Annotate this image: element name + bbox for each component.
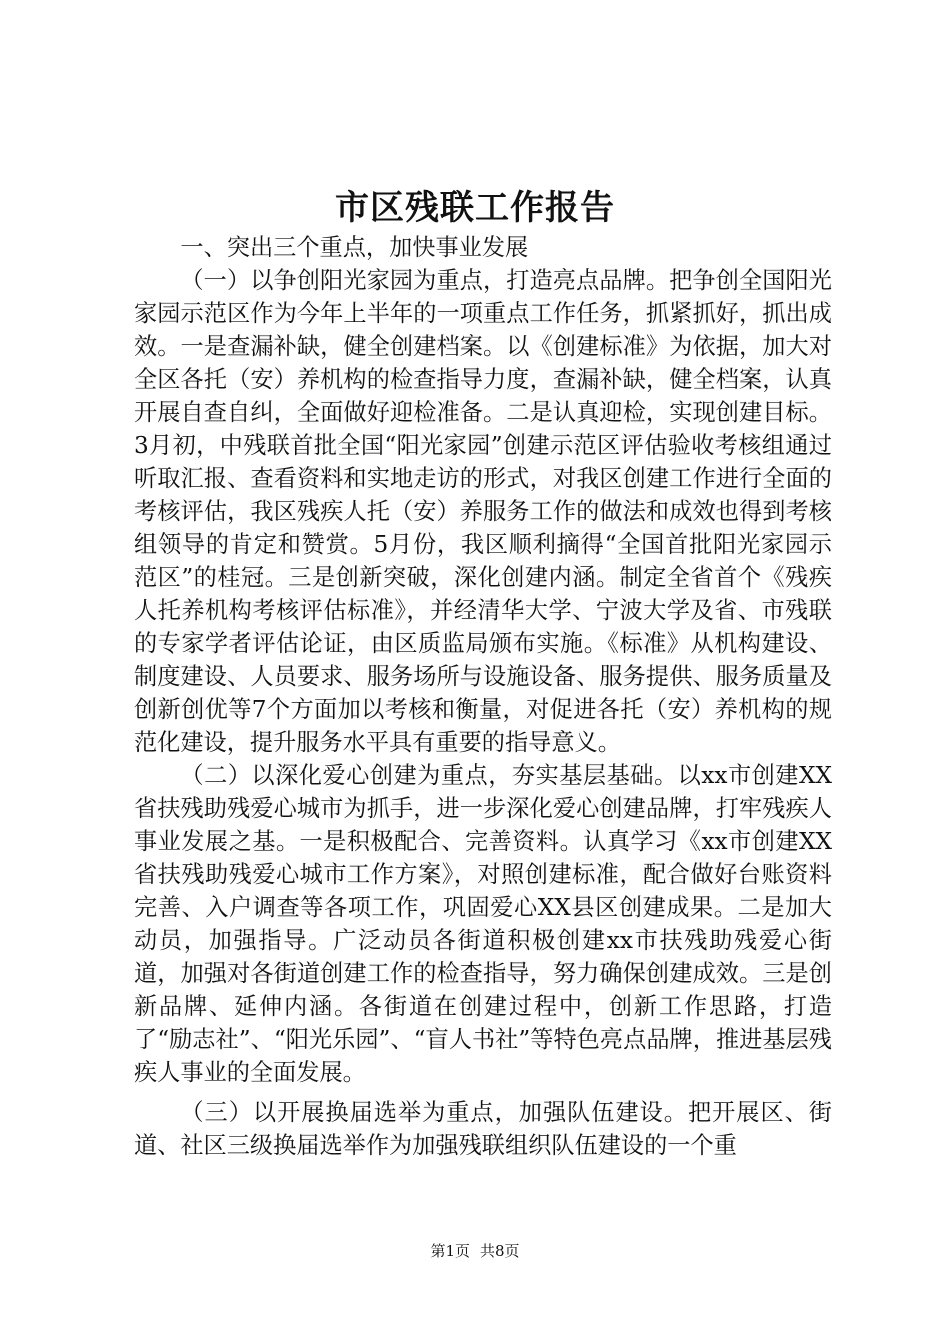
document-body — [134, 231, 832, 1162]
page-footer — [0, 1240, 950, 1262]
page-total: 共8页 — [480, 1242, 520, 1260]
document-title: 市区残联工作报告 — [335, 188, 615, 228]
paragraph-1: （一）以争创阳光家园为重点，打造亮点品牌。把争创全国阳光家园示范区作为今年上半年的一项重点工作任务，抓紧抓好，抓出成效。一是查漏补缺，健全创建档案。以《创建标准》为依据，加大对全区各托（安）养机构的检查指导力度，查漏补缺，健全档案，认真开展自查自纠，全面做好迎检准备。二是认真迎检，实现创建目标。3月初，中残联首批全国“阳光家园”创建示范区评估验收考核组通过听取汇报、查看资料和实地走访的形式，对我区创建工作进行全面的考核评估，我区残疾人托（安）养服务工作的做法和成效也得到考核组领导的肯定和赞赏。5月份，我区顺利摘得“全国首批阳光家园示范区”的桂冠。三是创新突破，深化创建内涵。制定全省首个《残疾人托养机构考核评估标准》，并经清华大学、宁波大学及省、市残联的专家学者评估论证，由区质监局颁布实施。《标准》从机构建设、制度建设、人员要求、服务场所与设施设备、服务提供、服务质量及创新创优等7个方面加以考核和衡量，对促进各托（安）养机构的规范化建设，提升服务水平具有重要的指导意义。 — [134, 267, 832, 756]
section-heading: 一、突出三个重点，加快事业发展 — [180, 234, 529, 261]
paragraph-2: （二）以深化爱心创建为重点，夯实基层基础。以xx市创建XX省扶残助残爱心城市为抓手，进一步深化爱心创建品牌，打牢残疾人事业发展之基。一是积极配合、完善资料。认真学习《xx市创建XX省扶残助残爱心城市工作方案》，对照创建标准，配合做好台账资料完善、入户调查等各项工作，巩固爱心XX县区创建成果。二是加大动员，加强指导。广泛动员各街道积极创建xx市扶残助残爱心街道，加强对各街道创建工作的检查指导，努力确保创建成效。三是创新品牌、延伸内涵。各街道在创建过程中，创新工作思路，打造了“励志社”、“阳光乐园”、“盲人书社”等特色亮点品牌，推进基层残疾人事业的全面发展。 — [134, 762, 832, 1086]
paragraph-3: （三）以开展换届选举为重点，加强队伍建设。把开展区、街道、社区三级换届选举作为加强残联组织队伍建设的一个重 — [134, 1099, 832, 1159]
page-number: 第1页 — [430, 1242, 470, 1260]
